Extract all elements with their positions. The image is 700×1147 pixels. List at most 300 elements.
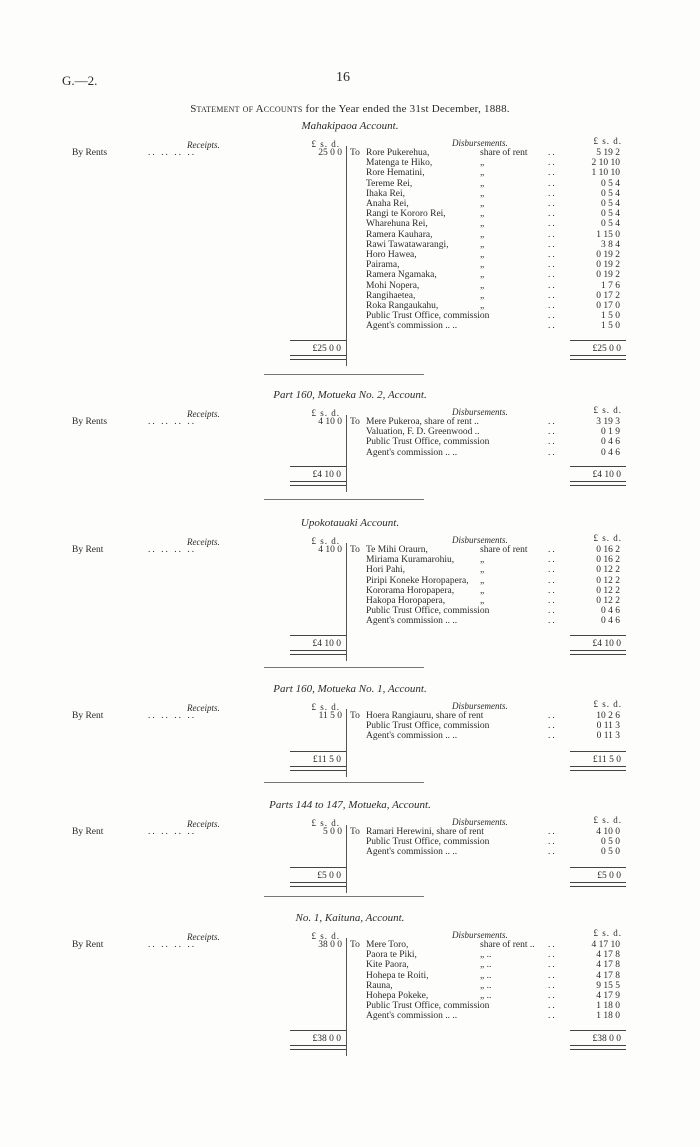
receipts-lsd-header: £ s. d. — [311, 702, 340, 712]
row-dots: .. — [548, 847, 557, 858]
column-divider — [346, 938, 347, 1056]
receipt-total: £11 5 0 — [312, 755, 341, 765]
disbursement-row — [350, 940, 630, 950]
disbursements-lsd-header: £ s. d. — [593, 815, 622, 825]
row-name: Ihaka Rei, — [366, 188, 406, 199]
row-name: Public Trust Office, commission — [366, 606, 490, 617]
row-dots: .. — [548, 596, 557, 606]
disbursement-row — [350, 711, 630, 721]
row-amount: 0 4 6 — [601, 616, 620, 627]
row-dots: .. — [548, 260, 557, 271]
disbursements-label: Disbursements. — [452, 535, 508, 545]
row-share: „ — [480, 301, 485, 311]
disbursement-row — [350, 1001, 630, 1011]
row-name: Hohepa te Roiti, — [366, 970, 429, 981]
row-share: „ — [480, 575, 485, 586]
page-number: 16 — [336, 70, 350, 85]
receipts-label: Receipts. — [187, 537, 220, 547]
disbursement-row — [350, 281, 630, 291]
row-dots: .. — [548, 1011, 557, 1022]
row-dots: .. — [548, 301, 557, 311]
row-dots: .. — [548, 827, 557, 837]
row-name: Rore Pukerehua, — [366, 148, 430, 158]
row-dots: .. — [548, 565, 557, 576]
disbursement-row — [350, 209, 630, 219]
row-name: Hohepa Pokeke, — [366, 991, 429, 1001]
disbursement-total-rule — [570, 751, 626, 752]
row-dots: .. — [548, 970, 557, 981]
disbursement-row — [350, 250, 630, 260]
row-dots: .. — [548, 290, 557, 301]
row-share: share of rent — [480, 148, 528, 158]
row-amount: 0 16 2 — [596, 555, 620, 566]
receipt-total-double-rule — [290, 355, 346, 360]
rent-label: By Rent — [72, 711, 104, 721]
disbursements-lsd-header: £ s. d. — [593, 136, 622, 146]
row-amount: 0 5 4 — [601, 188, 620, 199]
row-amount: 0 5 0 — [601, 837, 620, 848]
row-amount: 1 5 0 — [601, 311, 620, 322]
disbursement-row — [350, 827, 630, 837]
row-amount: 0 16 2 — [596, 545, 620, 555]
row-name: Miriama Kuramarohiu, — [366, 555, 455, 566]
receipt-leader-dots: .. .. .. .. — [148, 711, 197, 721]
row-dots: .. — [548, 711, 557, 721]
row-to: To — [350, 711, 360, 721]
row-amount: 10 2 6 — [596, 711, 620, 721]
row-name: Public Trust Office, commission — [366, 721, 490, 732]
receipt-total-double-rule — [290, 882, 346, 887]
row-amount: 4 17 8 — [596, 950, 620, 961]
row-amount: 0 5 4 — [601, 219, 620, 230]
row-name: Paora te Piki, — [366, 950, 417, 961]
disbursements-label: Disbursements. — [452, 138, 508, 148]
row-amount: 0 5 4 — [601, 209, 620, 220]
disbursements-label: Disbursements. — [452, 930, 508, 940]
disbursement-row — [350, 565, 630, 575]
row-dots: .. — [548, 616, 557, 627]
row-name: Agent's commission .. .. — [366, 616, 458, 627]
column-divider — [346, 415, 347, 492]
disbursement-row — [350, 168, 630, 178]
row-name: Agent's commission .. .. — [366, 321, 458, 332]
row-share: „ — [480, 260, 485, 271]
row-share: „ .. — [480, 991, 492, 1001]
row-name: Mere Pukeroa, share of rent .. — [366, 417, 479, 427]
row-amount: 4 17 9 — [596, 991, 620, 1001]
row-name: Hakopa Horopapera, — [366, 596, 446, 606]
row-amount: 1 18 0 — [596, 1001, 620, 1012]
receipt-total: £4 10 0 — [312, 469, 341, 480]
disbursement-row — [350, 847, 630, 857]
row-dots: .. — [548, 270, 557, 281]
row-name: Te Mihi Oraurn, — [366, 545, 428, 555]
row-amount: 1 15 0 — [596, 229, 620, 240]
column-divider — [346, 146, 347, 366]
section-separator — [264, 782, 424, 783]
row-amount: 1 18 0 — [596, 1011, 620, 1022]
row-share: „ — [480, 168, 485, 179]
row-amount: 0 12 2 — [596, 575, 620, 586]
receipt-leader-dots: .. .. .. .. — [148, 148, 197, 158]
row-name: Agent's commission .. .. — [366, 731, 458, 742]
disbursement-total: £4 10 0 — [592, 469, 621, 480]
section-separator — [264, 499, 424, 500]
row-name: Roka Rangaukahu, — [366, 301, 439, 311]
disbursement-row — [350, 199, 630, 209]
row-name: Mohi Nopera, — [366, 280, 420, 291]
row-amount: 4 17 8 — [596, 970, 620, 981]
disbursement-row — [350, 179, 630, 189]
row-share: „ — [480, 280, 485, 291]
row-share: „ — [480, 209, 485, 220]
statement-title — [0, 104, 700, 114]
row-dots: .. — [548, 158, 557, 169]
disbursement-total: £11 5 0 — [592, 755, 621, 765]
row-dots: .. — [548, 229, 557, 240]
disbursement-row — [350, 991, 630, 1001]
receipt-total-double-rule — [290, 650, 346, 655]
row-share: „ — [480, 565, 485, 576]
receipts-lsd-header: £ s. d. — [311, 536, 340, 546]
disbursement-row — [350, 301, 630, 311]
row-amount: 0 5 4 — [601, 199, 620, 209]
disbursement-total: £38 0 0 — [592, 1033, 621, 1044]
receipts-label: Receipts. — [187, 409, 220, 419]
row-amount: 0 4 6 — [601, 606, 620, 617]
disbursement-total-double-rule — [570, 1045, 626, 1050]
row-amount: 0 5 4 — [601, 178, 620, 189]
row-name: Mere Toro, — [366, 940, 409, 950]
receipt-leader-dots: .. .. .. .. — [148, 417, 197, 427]
disbursement-total-rule — [570, 340, 626, 341]
row-share: „ — [480, 250, 485, 260]
row-name: Tereme Rei, — [366, 178, 413, 189]
row-amount: 1 5 0 — [601, 321, 620, 332]
disbursement-row — [350, 950, 630, 960]
row-share: „ .. — [480, 970, 492, 981]
row-dots: .. — [548, 991, 557, 1001]
row-name: Ramera Kauhara, — [366, 229, 433, 240]
row-dots: .. — [548, 437, 557, 448]
disbursements-label: Disbursements. — [452, 407, 508, 417]
disbursement-total-rule — [570, 466, 626, 467]
row-amount: 0 12 2 — [596, 565, 620, 576]
receipts-label: Receipts. — [187, 140, 220, 150]
row-to: To — [350, 940, 360, 950]
disbursements-label: Disbursements. — [452, 701, 508, 711]
disbursement-row — [350, 189, 630, 199]
row-dots: .. — [548, 980, 557, 991]
receipt-leader-dots: .. .. .. .. — [148, 940, 197, 950]
row-share: „ .. — [480, 950, 492, 961]
row-dots: .. — [548, 950, 557, 961]
row-amount: 0 17 2 — [596, 290, 620, 301]
statement-title-rest: for the Year ended the 31st December, 1888. — [302, 103, 510, 115]
disbursement-row — [350, 1011, 630, 1021]
row-amount: 4 10 0 — [596, 827, 620, 837]
row-to: To — [350, 417, 360, 427]
rent-label: By Rent — [72, 545, 104, 555]
receipt-total: £25 0 0 — [312, 343, 341, 354]
account-title: Parts 144 to 147, Motueka, Account. — [269, 799, 431, 811]
row-amount: 1 7 6 — [601, 280, 620, 291]
row-dots: .. — [548, 280, 557, 291]
disbursement-row — [350, 721, 630, 731]
receipts-lsd-header: £ s. d. — [311, 139, 340, 149]
disbursement-total-double-rule — [570, 882, 626, 887]
rent-label: By Rent — [72, 940, 104, 950]
row-name: Agent's commission .. .. — [366, 447, 458, 458]
disbursement-row — [350, 260, 630, 270]
row-dots: .. — [548, 417, 557, 427]
row-name: Public Trust Office, commission — [366, 437, 490, 448]
row-amount: 0 4 6 — [601, 437, 620, 448]
receipt-total-rule — [290, 466, 346, 467]
row-amount: 0 1 9 — [601, 427, 620, 438]
row-name: Public Trust Office, commission — [366, 837, 490, 848]
row-amount: 0 17 0 — [596, 301, 620, 311]
row-name: Agent's commission .. .. — [366, 1011, 458, 1022]
disbursement-total: £25 0 0 — [592, 343, 621, 354]
row-amount: 1 10 10 — [591, 168, 620, 179]
row-to: To — [350, 148, 360, 158]
disbursement-total: £5 0 0 — [597, 871, 621, 881]
row-share: „ — [480, 188, 485, 199]
receipts-label: Receipts. — [187, 932, 220, 942]
row-share: „ — [480, 290, 485, 301]
receipt-total: £5 0 0 — [317, 871, 341, 881]
row-name: Pairama, — [366, 260, 400, 271]
row-name: Matenga te Hiko, — [366, 158, 433, 169]
row-share: „ .. — [480, 980, 492, 991]
statement-title-lead: Statement of Accounts — [190, 103, 303, 115]
row-name: Kororama Horopapera, — [366, 585, 455, 596]
column-divider — [346, 709, 347, 777]
row-amount: 3 19 3 — [596, 417, 620, 427]
row-name: Hoera Rangiauru, share of rent — [366, 711, 484, 721]
disbursement-row — [350, 437, 630, 447]
disbursement-row — [350, 270, 630, 280]
row-share: share of rent — [480, 545, 528, 555]
receipts-lsd-header: £ s. d. — [311, 818, 340, 828]
row-amount: 0 19 2 — [596, 270, 620, 281]
row-name: Rangihaetea, — [366, 290, 416, 301]
row-dots: .. — [548, 178, 557, 189]
row-dots: .. — [548, 219, 557, 230]
account-title: Upokotauaki Account. — [300, 517, 400, 529]
disbursement-row — [350, 731, 630, 741]
row-dots: .. — [548, 188, 557, 199]
disbursement-row — [350, 240, 630, 250]
row-amount: 2 10 10 — [591, 158, 620, 169]
row-dots: .. — [548, 606, 557, 617]
disbursement-row — [350, 230, 630, 240]
disbursement-row — [350, 545, 630, 555]
disbursements-lsd-header: £ s. d. — [593, 699, 622, 709]
row-dots: .. — [548, 250, 557, 260]
disbursement-row — [350, 971, 630, 981]
disbursement-total-rule — [570, 635, 626, 636]
disbursement-row — [350, 606, 630, 616]
row-share: „ — [480, 199, 485, 209]
rent-label: By Rent — [72, 827, 104, 837]
row-share: „ — [480, 270, 485, 281]
receipts-lsd-header: £ s. d. — [311, 931, 340, 941]
row-name: Ramera Ngamaka, — [366, 270, 437, 281]
disbursement-total-rule — [570, 867, 626, 868]
disbursement-total-rule — [570, 1030, 626, 1031]
row-dots: .. — [548, 575, 557, 586]
receipts-lsd-header: £ s. d. — [311, 408, 340, 418]
disbursement-total-double-rule — [570, 650, 626, 655]
rent-label: By Rents — [72, 417, 108, 427]
row-dots: .. — [548, 960, 557, 971]
section-separator — [264, 374, 424, 375]
disbursement-row — [350, 311, 630, 321]
row-dots: .. — [548, 209, 557, 220]
row-name: Ramari Herewini, share of rent — [366, 827, 484, 837]
row-share: „ — [480, 229, 485, 240]
row-name: Anaha Rei, — [366, 199, 409, 209]
receipt-total-rule — [290, 751, 346, 752]
row-name: Horo Hawea, — [366, 250, 417, 260]
receipt-amount: 4 10 0 — [318, 545, 342, 555]
row-share: share of rent .. — [480, 940, 535, 950]
row-amount: 0 12 2 — [596, 596, 620, 606]
row-dots: .. — [548, 148, 557, 158]
receipts-label: Receipts. — [187, 703, 220, 713]
receipt-amount: 11 5 0 — [318, 711, 342, 721]
row-share: „ — [480, 555, 485, 566]
receipt-leader-dots: .. .. .. .. — [148, 827, 197, 837]
row-dots: .. — [548, 555, 557, 566]
disbursements-lsd-header: £ s. d. — [593, 928, 622, 938]
row-amount: 0 19 2 — [596, 260, 620, 271]
disbursement-row — [350, 148, 630, 158]
receipt-total-double-rule — [290, 766, 346, 771]
disbursement-total-double-rule — [570, 355, 626, 360]
row-name: Rore Hematini, — [366, 168, 425, 179]
receipt-leader-dots: .. .. .. .. — [148, 545, 197, 555]
row-dots: .. — [548, 321, 557, 332]
row-amount: 9 15 5 — [596, 980, 620, 991]
row-amount: 0 4 6 — [601, 447, 620, 458]
receipt-total-rule — [290, 635, 346, 636]
row-dots: .. — [548, 311, 557, 322]
receipts-label: Receipts. — [187, 819, 220, 829]
row-dots: .. — [548, 837, 557, 848]
column-divider — [346, 825, 347, 893]
receipt-amount: 38 0 0 — [318, 940, 342, 950]
row-dots: .. — [548, 1001, 557, 1012]
disbursement-row — [350, 555, 630, 565]
row-dots: .. — [548, 940, 557, 950]
row-dots: .. — [548, 585, 557, 596]
account-title: Part 160, Motueka No. 2, Account. — [273, 389, 427, 401]
row-amount: 5 19 2 — [596, 148, 620, 158]
row-name: Public Trust Office, commission — [366, 1001, 490, 1012]
row-amount: 0 19 2 — [596, 250, 620, 260]
disbursement-total-double-rule — [570, 766, 626, 771]
document-reference: G.—2. — [62, 73, 98, 88]
disbursement-row — [350, 417, 630, 427]
row-dots: .. — [548, 545, 557, 555]
row-name: Rangi te Kororo Rei, — [366, 209, 446, 220]
section-separator — [264, 667, 424, 668]
row-share: „ — [480, 596, 485, 606]
row-amount: 3 8 4 — [601, 239, 620, 250]
disbursement-row — [350, 981, 630, 991]
receipt-total: £38 0 0 — [312, 1033, 341, 1044]
account-title: No. 1, Kaituna, Account. — [295, 912, 405, 924]
row-name: Rauna, — [366, 980, 393, 991]
disbursement-row — [350, 960, 630, 970]
disbursement-row — [350, 586, 630, 596]
disbursement-row — [350, 321, 630, 331]
disbursement-row — [350, 291, 630, 301]
disbursement-row — [350, 158, 630, 168]
disbursement-total: £4 10 0 — [592, 638, 621, 649]
row-dots: .. — [548, 168, 557, 179]
row-amount: 0 11 3 — [596, 721, 620, 732]
row-name: Piripi Koneke Horopapera, — [366, 575, 469, 586]
disbursement-row — [350, 448, 630, 458]
row-dots: .. — [548, 199, 557, 209]
disbursement-row — [350, 837, 630, 847]
row-share: „ — [480, 158, 485, 169]
disbursement-row — [350, 576, 630, 586]
receipt-total-rule — [290, 1030, 346, 1031]
rent-label: By Rents — [72, 148, 108, 158]
row-amount: 0 11 3 — [596, 731, 620, 742]
row-amount: 0 12 2 — [596, 585, 620, 596]
row-share: „ .. — [480, 960, 492, 971]
receipt-amount: 5 0 0 — [323, 827, 342, 837]
receipt-total-double-rule — [290, 1045, 346, 1050]
disbursements-label: Disbursements. — [452, 817, 508, 827]
disbursement-total-double-rule — [570, 481, 626, 486]
receipt-total-rule — [290, 340, 346, 341]
row-amount: 4 17 8 — [596, 960, 620, 971]
row-to: To — [350, 827, 360, 837]
row-share: „ — [480, 585, 485, 596]
row-name: Wharehuna Rei, — [366, 219, 428, 230]
disbursements-lsd-header: £ s. d. — [593, 533, 622, 543]
row-dots: .. — [548, 427, 557, 438]
disbursement-row — [350, 219, 630, 229]
row-dots: .. — [548, 239, 557, 250]
row-name: Agent's commission .. .. — [366, 847, 458, 858]
receipt-total: £4 10 0 — [312, 638, 341, 649]
row-dots: .. — [548, 721, 557, 732]
receipt-total-double-rule — [290, 481, 346, 486]
row-share: „ — [480, 219, 485, 230]
row-amount: 4 17 10 — [591, 940, 620, 950]
row-amount: 0 5 0 — [601, 847, 620, 858]
column-divider — [346, 543, 347, 661]
disbursement-row — [350, 596, 630, 606]
account-title: Mahakipaoa Account. — [301, 120, 399, 132]
disbursement-row — [350, 616, 630, 626]
row-dots: .. — [548, 447, 557, 458]
account-title: Part 160, Motueka No. 1, Account. — [273, 683, 427, 695]
receipt-amount: 4 10 0 — [318, 417, 342, 427]
row-to: To — [350, 545, 360, 555]
row-share: „ — [480, 178, 485, 189]
row-name: Kite Paora, — [366, 960, 409, 971]
disbursement-row — [350, 427, 630, 437]
